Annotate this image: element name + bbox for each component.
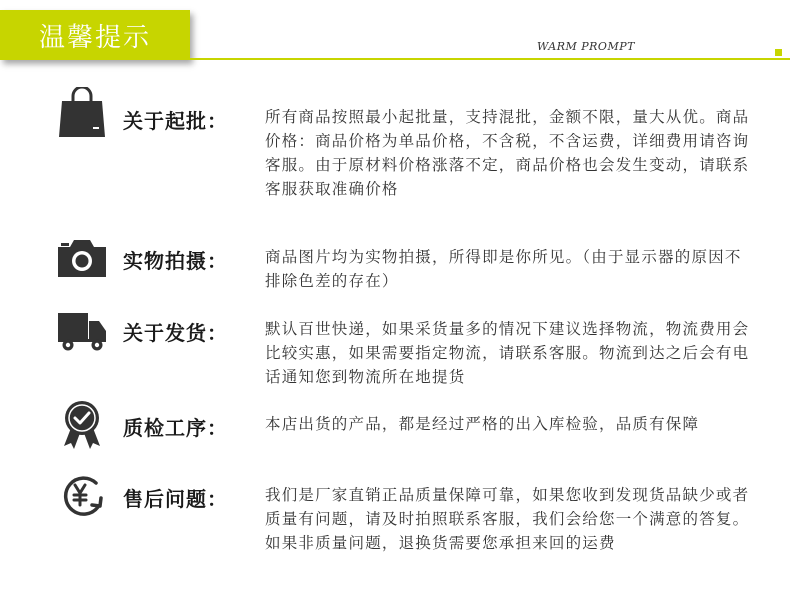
truck-icon [56,305,108,357]
item-title: 售后问题： [123,487,228,511]
item-title: 质检工序： [123,416,228,440]
item-text: 默认百世快递，如果采货量多的情况下建议选择物流，物流费用会比较实惠，如果需要指定物流，请联系客服。物流到达之后会有电话通知您到物流所在地提货 [265,320,750,386]
camera-icon [56,233,108,285]
page-title: 温馨提示 [38,22,151,53]
quality-badge-icon [56,398,108,450]
shopping-bag-icon [56,87,108,139]
item-title: 实物拍摄： [123,249,228,273]
item-title: 关于发货： [123,321,228,345]
header-accent-square [775,49,782,56]
header-divider [190,58,790,60]
item-title: 关于起批： [123,109,228,133]
header-tab [0,10,190,60]
item-text: 所有商品按照最小起批量，支持混批，金额不限，量大从优。商品价格：商品价格为单品价格，不含税，不含运费，详细费用请咨询客服。由于原材料价格涨落不定，商品价格也会发生变动，请联系客服获取准确价格 [265,108,750,198]
page-subtitle: WARM PROMPT [537,40,635,53]
item-text: 我们是厂家直销正品质量保障可靠，如果您收到发现货品缺少或者质量有问题，请及时拍照联系客服，我们会给您一个满意的答复。如果非质量问题，退换货需要您承担来回的运费 [265,486,750,552]
item-text: 商品图片均为实物拍摄，所得即是你所见。（由于显示器的原因不排除色差的存在） [265,248,742,290]
item-text: 本店出货的产品，都是经过严格的出入库检验，品质有保障 [265,415,700,433]
yuan-refund-icon [56,471,108,523]
